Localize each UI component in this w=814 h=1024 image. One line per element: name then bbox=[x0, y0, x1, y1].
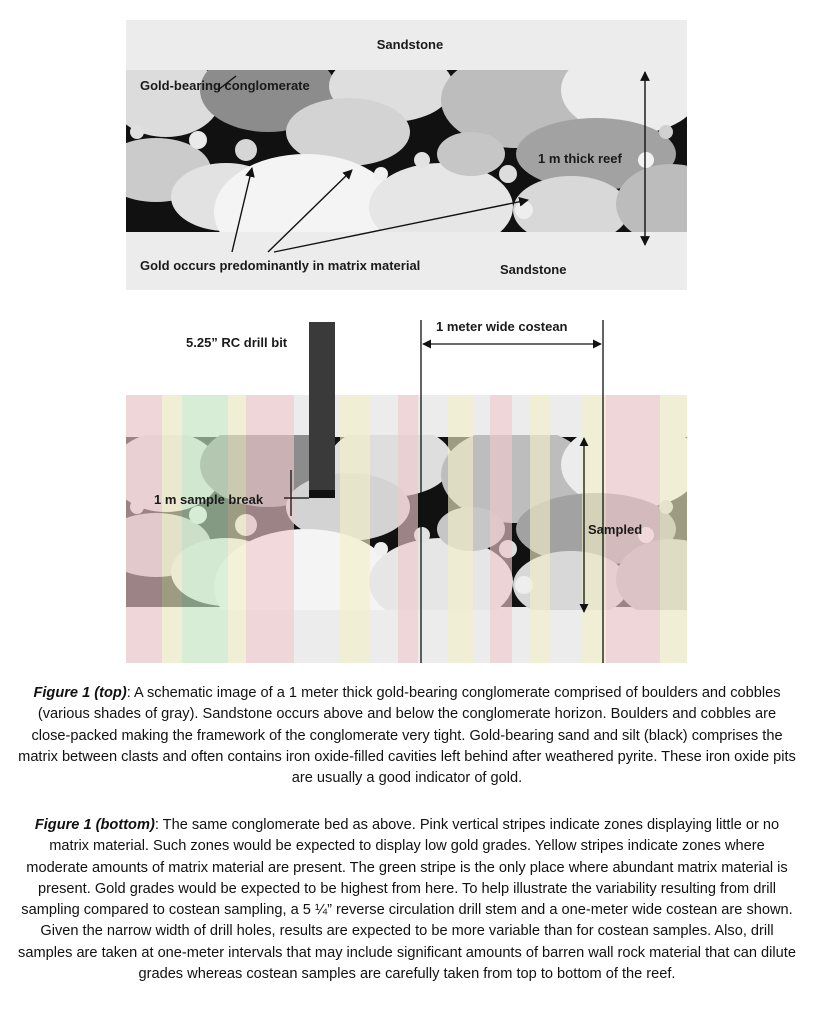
caption-figure-top bbox=[18, 683, 796, 789]
stripe-pink bbox=[398, 395, 418, 663]
label-reef-thickness: 1 m thick reef bbox=[538, 151, 622, 166]
label-gold-bearing-conglomerate: Gold-bearing conglomerate bbox=[140, 78, 310, 93]
label-sandstone-bottom: Sandstone bbox=[500, 262, 567, 277]
caption-top-text: : A schematic image of a 1 meter thick gold-bearing conglomerate comprised of boulders and cobbles (various shades of gray). Sandstone occurs above and below the conglomerate horizon. Boulders and cobbles are close-packed making the framework of the conglomerate very tight. Gold-bearing sand and silt (black) comprises the matrix between clasts and often contains iron oxide-filled cavities left behind after weathered pyrite. These iron oxide pits are usually a good indicator of gold. bbox=[18, 685, 796, 787]
stripe-pink bbox=[490, 395, 512, 663]
stripe-yellow bbox=[340, 395, 370, 663]
stripe-yellow bbox=[162, 395, 182, 663]
top-panel bbox=[101, 20, 726, 290]
stripe-pink bbox=[246, 395, 294, 663]
label-gold-in-matrix: Gold occurs predominantly in matrix material bbox=[140, 258, 421, 273]
stripe-yellow bbox=[660, 395, 687, 663]
caption-figure-bottom bbox=[18, 815, 796, 985]
stripe-yellow bbox=[228, 395, 246, 663]
drill-bit bbox=[309, 322, 335, 494]
label-sandstone-top: Sandstone bbox=[376, 37, 444, 52]
label-sampled: Sampled bbox=[588, 522, 643, 537]
label-sample-break: 1 m sample break bbox=[154, 492, 264, 507]
caption-bottom-text: : The same conglomerate bed as above. Pink vertical stripes indicate zones displaying little or no matrix material. Such zones would be expected to display low gold grades. Yellow stripes indicate zones where moderate amounts of matrix material are present. The green stripe is the only place where abundant matrix material is present. Gold grades would be expected to be highest from here. To help illustrate the variability resulting from drill sampling compared to costean sampling, a 5 ¼” reverse circulation drill stem and a one-meter wide costean are shown. Given the narrow width of drill holes, results are expected to be more variable than for costean samples. Also, drill samples are taken at one-meter intervals that may include significant amounts of barren wall rock material that can dilute grades whereas costean samples are carefully taken from top to bottom of the reef. bbox=[18, 817, 796, 983]
stripe-yellow bbox=[448, 395, 473, 663]
stripe-pink bbox=[126, 395, 162, 663]
bottom-panel bbox=[101, 319, 726, 663]
caption-top-title: Figure 1 (top) bbox=[33, 685, 127, 701]
stripe-green bbox=[182, 395, 228, 663]
caption-bottom-title: Figure 1 (bottom) bbox=[34, 817, 155, 833]
label-costean-width: 1 meter wide costean bbox=[436, 319, 568, 334]
label-drill-bit: 5.25” RC drill bit bbox=[186, 335, 288, 350]
stripe-yellow bbox=[530, 395, 550, 663]
